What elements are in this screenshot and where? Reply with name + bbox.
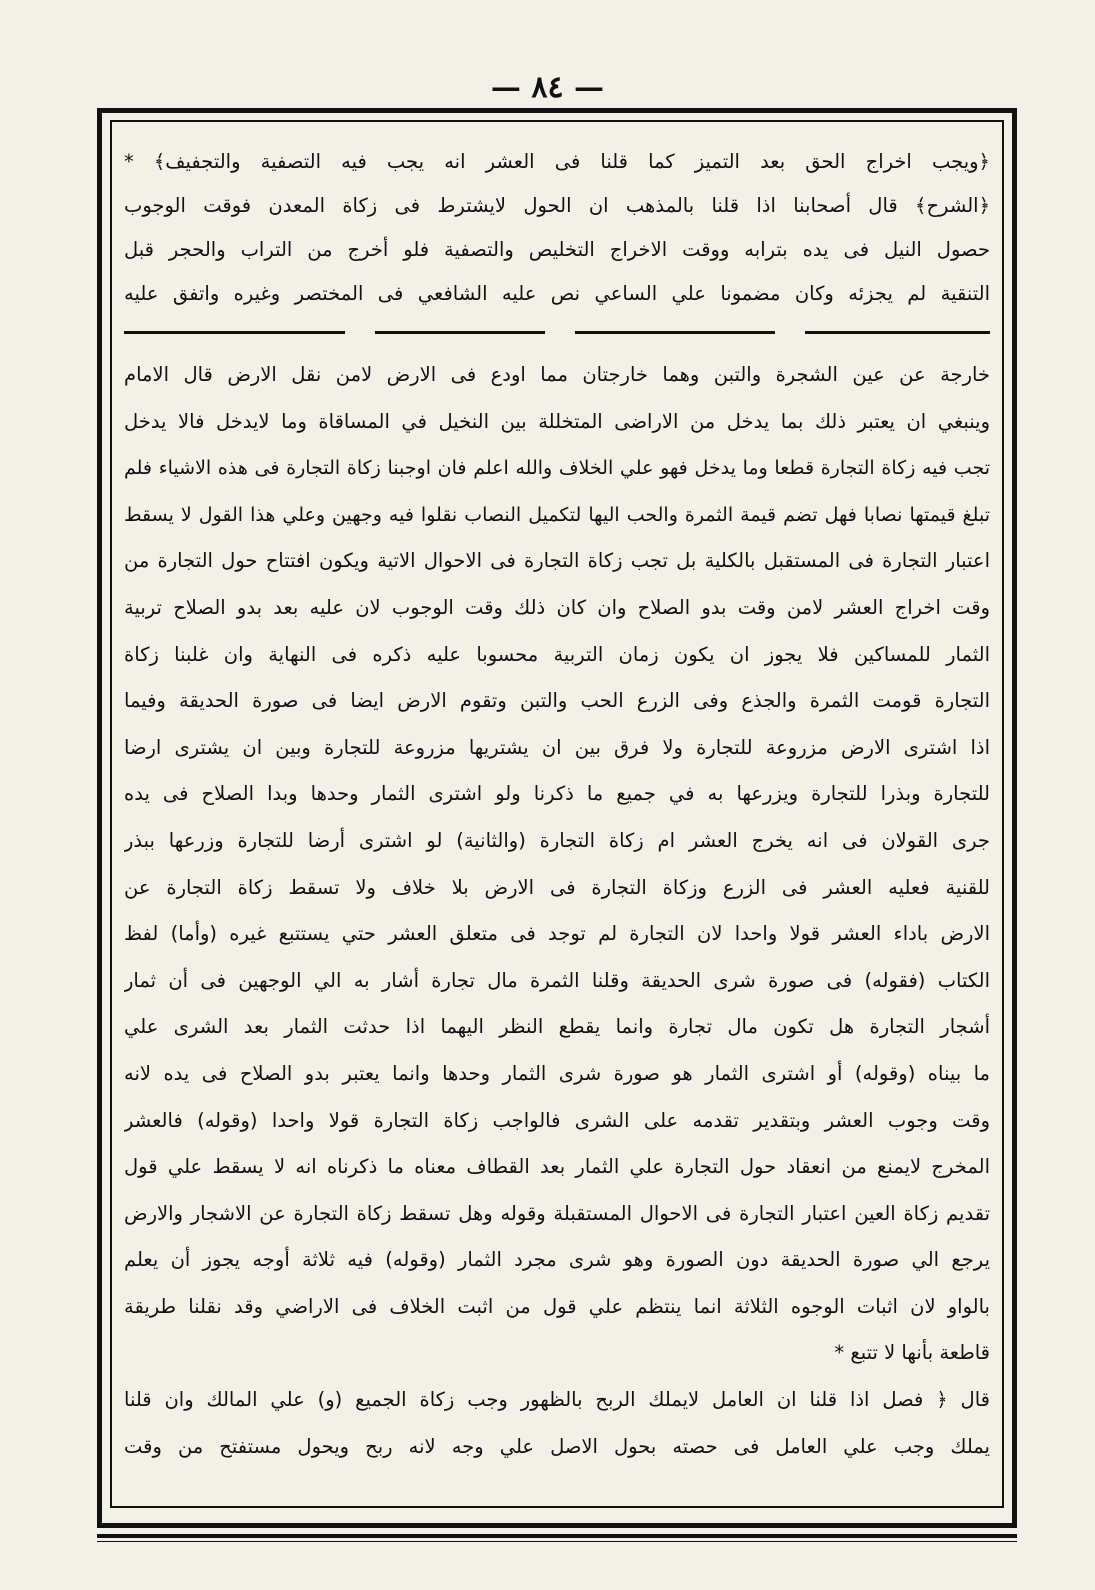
- matn-line: ﴿ويجب اخراج الحق بعد التميز كما قلنا فى العشر انه يجب فيه التصفية والتجفيف﴾ *: [124, 150, 990, 173]
- commentary-line: يرجع الي صورة الحديقة دون الصورة وهو شرى مجرد الثمار (وقوله) فيه ثلاثة أوجه يجوز أن يعلم: [124, 1248, 990, 1272]
- commentary-line: للتجارة وبذرا للتجارة ويزرعها به في جميع ما ذكرنا ولو اشترى الثمار وحدها وبدا الصلاح فى يده: [124, 782, 990, 806]
- commentary-line: تجب فيه زكاة التجارة قطعا وما يدخل فهو علي الخلاف والله اعلم فان اوجبنا زكاة التجارة فى هذه الاشياء فلم: [124, 457, 990, 480]
- commentary-line: اذا اشترى الارض مزروعة للتجارة ولا فرق بين ان يشتريها مزروعة للتجارة وبين ان يشترى ارضا: [124, 735, 990, 759]
- commentary-line: المخرج لايمنع من انعقاد حول التجارة علي الثمار بعد القطاف معناه ما ذكرناه انه لا يسقط علي قول: [124, 1155, 990, 1179]
- commentary-line: قاطعة بأنها لا تتبع *: [834, 1341, 990, 1365]
- matn-text-block: [124, 140, 990, 316]
- matn-line: حصول النيل فى يده بترابه ووقت الاخراج التخليص والتصفية فلو أخرج من التراب والحجر قبل: [124, 238, 990, 261]
- commentary-line: وقت اخراج العشر لامن وقت بدو الصلاح وان كان ذلك وقت الوجوب لان عليه بعد بدو الصلاح تربية: [124, 595, 990, 619]
- commentary-line: الارض باداء العشر قولا واحدا لان التجارة لم توجد فى متعلق العشر حتي يستتبع غيره (وأما) لفظ: [124, 922, 990, 946]
- commentary-line: بالواو لان اثبات الوجوه الثلاثة انما ينتظم علي قول من اثبت الخلاف فى الاراضي وقد نقلنا طريقة: [124, 1294, 990, 1318]
- commentary-line: قال ﴿ فصل اذا قلنا ان العامل لايملك الربح بالظهور وجب زكاة الجميع (و) علي المالك وان قلنا: [124, 1388, 990, 1412]
- commentary-line: التجارة قومت الثمرة والجذع وفى الزرع الحب والتبن وتقوم الارض ايضا فى صورة الحديقة وفيما: [124, 689, 990, 713]
- commentary-line: يملك وجب علي العامل فى حصته بحول الاصل علي وجه لانه ربح ويحول مستفتح من وقت: [124, 1434, 990, 1458]
- commentary-line: اعتبار التجارة فى المستقبل بالكلية بل تجب زكاة التجارة فى الاحوال الاتية ويكون افتتاح حول التجارة من: [124, 549, 990, 573]
- commentary-line: الكتاب (فقوله) فى صورة شرى الحديقة وقلنا الثمرة مال تجارة أشار به الي الوجهين فى أن ثمار: [124, 968, 990, 992]
- matn-line: التنقية لم يجزئه وكان مضمونا علي الساعي نص عليه الشافعي فى المختصر وغيره واتفق عليه: [124, 282, 990, 305]
- commentary-text-block: [124, 352, 990, 1470]
- commentary-line: للقنية فعليه العشر فى الزرع وزكاة التجارة فى الارض بلا خلاف ولا تسقط زكاة التجارة عن: [124, 875, 990, 899]
- commentary-line: وقت وجوب العشر وبتقدير تقدمه على الشرى فالواجب زكاة التجارة قولا واحدا (وقوله) فالعشر: [124, 1108, 990, 1132]
- commentary-line: وينبغي ان يعتبر ذلك بما يدخل من الاراضى المتخللة بين النخيل في المساقاة وما لايدخل فالا يدخل: [124, 409, 990, 433]
- commentary-line: جرى القولان فى انه يخرج العشر ام زكاة التجارة (والثانية) لو اشترى أرضا للتجارة وزرعها ببذر: [124, 828, 990, 852]
- commentary-line: أشجار التجارة هل تكون مال تجارة وانما يقطع النظر اليهما اذا حدثت الثمار بعد الشرى علي: [124, 1015, 990, 1039]
- bottom-rule: [97, 1534, 1017, 1538]
- section-separator: [124, 331, 990, 341]
- page-number: — ٨٤ —: [490, 70, 605, 105]
- commentary-line: تقديم زكاة العين اعتبار التجارة فى الاحوال المستقبلة وقوله وهل تسقط زكاة التجارة عن الاشجار والارض: [124, 1201, 990, 1225]
- commentary-line: ما بيناه (وقوله) أو اشترى الثمار هو صورة شرى الثمار وحدها وانما يعتبر بدو الصلاح فى يده لانه: [124, 1061, 990, 1085]
- commentary-line: الثمار للمساكين فلا يجوز ان يكون زمان التربية محسوبا عليه ذكره فى النهاية وان غلبنا زكاة: [124, 642, 990, 666]
- bottom-rule-thin: [97, 1541, 1017, 1542]
- commentary-line: تبلغ قيمتها نصابا فهل تضم قيمة الثمرة والحب اليها لتكميل النصاب نقلوا فيه وجهين وعلي هذا القول لا يسقط: [124, 503, 990, 526]
- matn-line: ﴿الشرح﴾ قال أصحابنا اذا قلنا بالمذهب ان الحول لايشترط فى زكاة المعدن فوقت الوجوب: [124, 194, 990, 217]
- commentary-line: خارجة عن عين الشجرة والتبن وهما خارجتان مما اودع فى الارض لامن نقل الارض قال الامام: [124, 363, 990, 386]
